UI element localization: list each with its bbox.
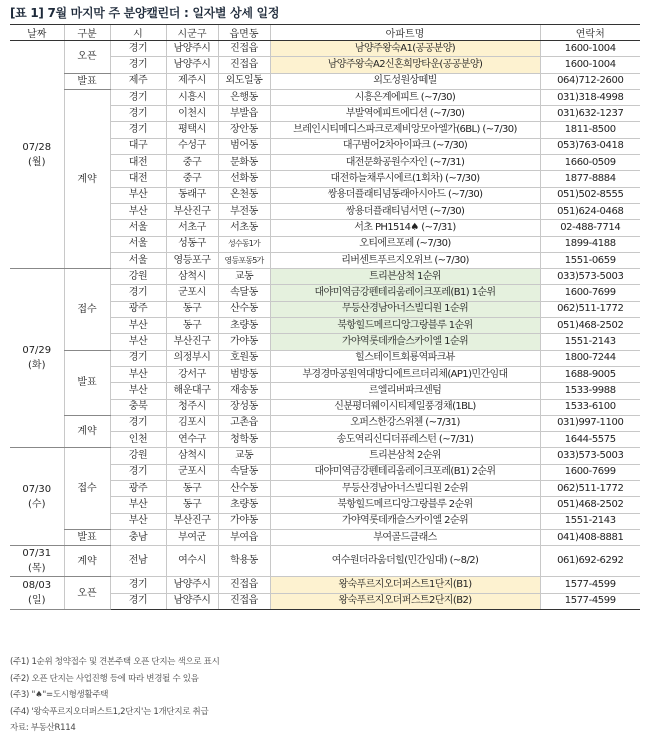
town-cell: 부여읍	[218, 529, 270, 545]
header-district: 시군구	[166, 25, 218, 41]
district-cell: 부산진구	[166, 334, 218, 350]
schedule-body	[10, 41, 640, 610]
apartment-cell: 시흥은계에피트 (~7/30)	[270, 89, 540, 105]
town-cell: 부발읍	[218, 106, 270, 122]
table-row	[10, 415, 640, 431]
date-cell: 07/30 (수)	[10, 448, 64, 546]
town-cell: 장성동	[218, 399, 270, 415]
town-cell: 산수동	[218, 481, 270, 497]
apartment-cell: 쌍용더플래티넘동래아시아드 (~7/30)	[270, 187, 540, 203]
district-cell: 동구	[166, 301, 218, 317]
district-cell: 해운대구	[166, 383, 218, 399]
city-cell: 충북	[110, 399, 166, 415]
city-cell: 부산	[110, 334, 166, 350]
apartment-cell: 트리븐삼척 1순위	[270, 269, 540, 285]
contact-cell: 1660-0509	[540, 155, 640, 171]
apartment-cell: 부여골드클래스	[270, 529, 540, 545]
town-cell: 학용동	[218, 546, 270, 577]
date-cell: 08/03 (일)	[10, 577, 64, 610]
source-note: 자료: 부동산R114	[10, 723, 76, 734]
apartment-cell: 쌍용더플래티넘서면 (~7/30)	[270, 203, 540, 219]
district-cell: 서초구	[166, 220, 218, 236]
apartment-cell: 오티에르포레 (~7/30)	[270, 236, 540, 252]
table-row	[10, 546, 640, 577]
type-cell: 오픈	[64, 41, 110, 74]
district-cell: 동구	[166, 497, 218, 513]
type-cell: 발표	[64, 73, 110, 89]
city-cell: 서울	[110, 236, 166, 252]
header-type: 구분	[64, 25, 110, 41]
district-cell: 군포시	[166, 464, 218, 480]
apartment-cell: 부발역에피트에디션 (~7/30)	[270, 106, 540, 122]
district-cell: 청주시	[166, 399, 218, 415]
contact-cell: 1811-8500	[540, 122, 640, 138]
city-cell: 경기	[110, 122, 166, 138]
apartment-cell: 외도성원상떼빌	[270, 73, 540, 89]
town-cell: 부전동	[218, 203, 270, 219]
contact-cell: 1577-4599	[540, 593, 640, 609]
city-cell: 광주	[110, 301, 166, 317]
district-cell: 중구	[166, 155, 218, 171]
town-cell: 장안동	[218, 122, 270, 138]
town-cell: 은행동	[218, 89, 270, 105]
city-cell: 인천	[110, 432, 166, 448]
type-cell: 발표	[64, 350, 110, 415]
town-cell: 초량동	[218, 497, 270, 513]
district-cell: 동구	[166, 481, 218, 497]
contact-cell: 041)408-8881	[540, 529, 640, 545]
header-apartment: 아파트명	[270, 25, 540, 41]
district-cell: 의정부시	[166, 350, 218, 366]
table-row	[10, 577, 640, 593]
apartment-cell: 부경경마공원역대방디에트르더리체(AP1)민간임대	[270, 366, 540, 382]
contact-cell: 02-488-7714	[540, 220, 640, 236]
district-cell: 남양주시	[166, 41, 218, 57]
district-cell: 남양주시	[166, 593, 218, 609]
district-cell: 강서구	[166, 366, 218, 382]
city-cell: 부산	[110, 497, 166, 513]
apartment-cell: 가야역롯데캐슬스카이엘 1순위	[270, 334, 540, 350]
city-cell: 경기	[110, 464, 166, 480]
apartment-cell: 남양주왕숙A1(공공분양)	[270, 41, 540, 57]
contact-cell: 1800-7244	[540, 350, 640, 366]
city-cell: 강원	[110, 269, 166, 285]
town-cell: 교동	[218, 448, 270, 464]
contact-cell: 1688-9005	[540, 366, 640, 382]
town-cell: 교동	[218, 269, 270, 285]
city-cell: 전남	[110, 546, 166, 577]
district-cell: 여수시	[166, 546, 218, 577]
table-row	[10, 89, 640, 105]
apartment-cell: 서초 PH1514♠ (~7/31)	[270, 220, 540, 236]
date-cell: 07/29 (화)	[10, 269, 64, 448]
contact-cell: 1533-9988	[540, 383, 640, 399]
town-cell: 진접읍	[218, 577, 270, 593]
table-row	[10, 350, 640, 366]
contact-cell: 053)763-0418	[540, 138, 640, 154]
contact-cell: 033)573-5003	[540, 448, 640, 464]
type-cell: 발표	[64, 529, 110, 545]
apartment-cell: 브레인시티메디스파크로제비앙모아엘가(6BL) (~7/30)	[270, 122, 540, 138]
town-cell: 온천동	[218, 187, 270, 203]
district-cell: 삼척시	[166, 448, 218, 464]
header-date: 날짜	[10, 25, 64, 41]
town-cell: 호원동	[218, 350, 270, 366]
city-cell: 충남	[110, 529, 166, 545]
type-cell: 계약	[64, 546, 110, 577]
type-cell: 계약	[64, 415, 110, 448]
apartment-cell: 대전문화공원수자인 (~7/31)	[270, 155, 540, 171]
city-cell: 서울	[110, 252, 166, 268]
district-cell: 성동구	[166, 236, 218, 252]
town-cell: 범어동	[218, 138, 270, 154]
apartment-cell: 힐스테이트회룡역파크뷰	[270, 350, 540, 366]
type-cell: 오픈	[64, 577, 110, 610]
district-cell: 군포시	[166, 285, 218, 301]
contact-cell: 1533-6100	[540, 399, 640, 415]
town-cell: 진접읍	[218, 41, 270, 57]
date-cell: 07/31 (목)	[10, 546, 64, 577]
contact-cell: 1551-2143	[540, 513, 640, 529]
apartment-cell: 대야미역금강펜테리움레이크포레(B1) 2순위	[270, 464, 540, 480]
district-cell: 연수구	[166, 432, 218, 448]
apartment-cell: 무등산경남아너스빌디원 2순위	[270, 481, 540, 497]
contact-cell: 1644-5575	[540, 432, 640, 448]
apartment-cell: 북항힐드메르디앙그랑블루 2순위	[270, 497, 540, 513]
apartment-cell: 대구범어2차아이파크 (~7/30)	[270, 138, 540, 154]
city-cell: 부산	[110, 366, 166, 382]
footnote: (주4) '왕숙푸르지오더퍼스트1,2단지'는 1개단지로 취급	[10, 706, 209, 717]
apartment-cell: 송도역리신디더퓨레스턴 (~7/31)	[270, 432, 540, 448]
district-cell: 삼척시	[166, 269, 218, 285]
apartment-cell: 왕숙푸르지오더퍼스트1단지(B1)	[270, 577, 540, 593]
contact-cell: 061)692-6292	[540, 546, 640, 577]
city-cell: 부산	[110, 203, 166, 219]
contact-cell: 051)502-8555	[540, 187, 640, 203]
table-row	[10, 269, 640, 285]
apartment-cell: 가야역롯데캐슬스카이엘 2순위	[270, 513, 540, 529]
apartment-cell: 리버센트푸르지오위브 (~7/30)	[270, 252, 540, 268]
city-cell: 경기	[110, 106, 166, 122]
city-cell: 대전	[110, 155, 166, 171]
contact-cell: 051)624-0468	[540, 203, 640, 219]
type-cell: 접수	[64, 269, 110, 350]
contact-cell: 1600-7699	[540, 464, 640, 480]
town-cell: 속달동	[218, 464, 270, 480]
district-cell: 김포시	[166, 415, 218, 431]
city-cell: 경기	[110, 350, 166, 366]
town-cell: 범방동	[218, 366, 270, 382]
district-cell: 부산진구	[166, 203, 218, 219]
apartment-cell: 남양주왕숙A2신혼희망타운(공공분양)	[270, 57, 540, 73]
apartment-cell: 무등산경남아너스빌디원 1순위	[270, 301, 540, 317]
type-cell: 계약	[64, 89, 110, 268]
town-cell: 가야동	[218, 513, 270, 529]
town-cell: 재송동	[218, 383, 270, 399]
town-cell: 속달동	[218, 285, 270, 301]
city-cell: 강원	[110, 448, 166, 464]
table-title: [표 1] 7월 마지막 주 분양캘린더 : 일자별 상세 일정	[10, 6, 280, 20]
contact-cell: 064)712-2600	[540, 73, 640, 89]
city-cell: 경기	[110, 415, 166, 431]
table-row	[10, 529, 640, 545]
apartment-cell: 오퍼스한강스위첸 (~7/31)	[270, 415, 540, 431]
city-cell: 경기	[110, 57, 166, 73]
city-cell: 대전	[110, 171, 166, 187]
city-cell: 광주	[110, 481, 166, 497]
table-row	[10, 448, 640, 464]
city-cell: 대구	[110, 138, 166, 154]
city-cell: 부산	[110, 318, 166, 334]
district-cell: 영등포구	[166, 252, 218, 268]
contact-cell: 1600-7699	[540, 285, 640, 301]
header-row	[10, 25, 640, 41]
city-cell: 경기	[110, 593, 166, 609]
contact-cell: 033)573-5003	[540, 269, 640, 285]
contact-cell: 062)511-1772	[540, 301, 640, 317]
district-cell: 남양주시	[166, 577, 218, 593]
apartment-cell: 대야미역금강펜테리움레이크포레(B1) 1순위	[270, 285, 540, 301]
contact-cell: 1551-0659	[540, 252, 640, 268]
contact-cell: 031)632-1237	[540, 106, 640, 122]
town-cell: 문화동	[218, 155, 270, 171]
district-cell: 부산진구	[166, 513, 218, 529]
apartment-cell: 트리븐삼척 2순위	[270, 448, 540, 464]
town-cell: 외도일동	[218, 73, 270, 89]
contact-cell: 1899-4188	[540, 236, 640, 252]
table-row	[10, 73, 640, 89]
city-cell: 제주	[110, 73, 166, 89]
town-cell: 성수동1가	[218, 236, 270, 252]
district-cell: 시흥시	[166, 89, 218, 105]
district-cell: 남양주시	[166, 57, 218, 73]
town-cell: 고촌읍	[218, 415, 270, 431]
town-cell: 진접읍	[218, 57, 270, 73]
contact-cell: 062)511-1772	[540, 481, 640, 497]
footnote: (주3) "♠"=도시형생활주택	[10, 690, 109, 701]
contact-cell: 1877-8884	[540, 171, 640, 187]
contact-cell: 1551-2143	[540, 334, 640, 350]
apartment-cell: 북항힐드메르디앙그랑블루 1순위	[270, 318, 540, 334]
type-cell: 접수	[64, 448, 110, 529]
district-cell: 부여군	[166, 529, 218, 545]
header-contact: 연락처	[540, 25, 640, 41]
district-cell: 동래구	[166, 187, 218, 203]
contact-cell: 051)468-2502	[540, 318, 640, 334]
town-cell: 청학동	[218, 432, 270, 448]
table-row	[10, 41, 640, 57]
footnote: (주2) 오픈 단지는 사업진행 등에 따라 변경될 수 있음	[10, 673, 199, 684]
city-cell: 경기	[110, 577, 166, 593]
apartment-cell: 왕숙푸르지오더퍼스트2단지(B2)	[270, 593, 540, 609]
apartment-cell: 여수원더라움더힐(민간임대) (~8/2)	[270, 546, 540, 577]
town-cell: 선화동	[218, 171, 270, 187]
town-cell: 진접읍	[218, 593, 270, 609]
town-cell: 영등포동5가	[218, 252, 270, 268]
district-cell: 동구	[166, 318, 218, 334]
contact-cell: 031)997-1100	[540, 415, 640, 431]
footnote: (주1) 1순위 청약접수 및 견본주택 오픈 단지는 색으로 표시	[10, 657, 220, 667]
district-cell: 제주시	[166, 73, 218, 89]
city-cell: 부산	[110, 383, 166, 399]
city-cell: 부산	[110, 187, 166, 203]
contact-cell: 1600-1004	[540, 57, 640, 73]
schedule-table	[10, 24, 640, 610]
town-cell: 서초동	[218, 220, 270, 236]
city-cell: 경기	[110, 41, 166, 57]
footnotes	[10, 654, 220, 737]
apartment-cell: 르엘리버파크센텀	[270, 383, 540, 399]
town-cell: 가야동	[218, 334, 270, 350]
header-town: 읍면동	[218, 25, 270, 41]
date-cell: 07/28 (월)	[10, 41, 64, 269]
city-cell: 부산	[110, 513, 166, 529]
contact-cell: 1577-4599	[540, 577, 640, 593]
city-cell: 경기	[110, 285, 166, 301]
district-cell: 수성구	[166, 138, 218, 154]
header-city: 시	[110, 25, 166, 41]
contact-cell: 051)468-2502	[540, 497, 640, 513]
contact-cell: 1600-1004	[540, 41, 640, 57]
apartment-cell: 대전하늘채루시에르(1회차) (~7/30)	[270, 171, 540, 187]
district-cell: 중구	[166, 171, 218, 187]
city-cell: 서울	[110, 220, 166, 236]
town-cell: 산수동	[218, 301, 270, 317]
district-cell: 이천시	[166, 106, 218, 122]
contact-cell: 031)318-4998	[540, 89, 640, 105]
district-cell: 평택시	[166, 122, 218, 138]
town-cell: 초량동	[218, 318, 270, 334]
city-cell: 경기	[110, 89, 166, 105]
apartment-cell: 신분평더웨이시티제일풍경채(1BL)	[270, 399, 540, 415]
